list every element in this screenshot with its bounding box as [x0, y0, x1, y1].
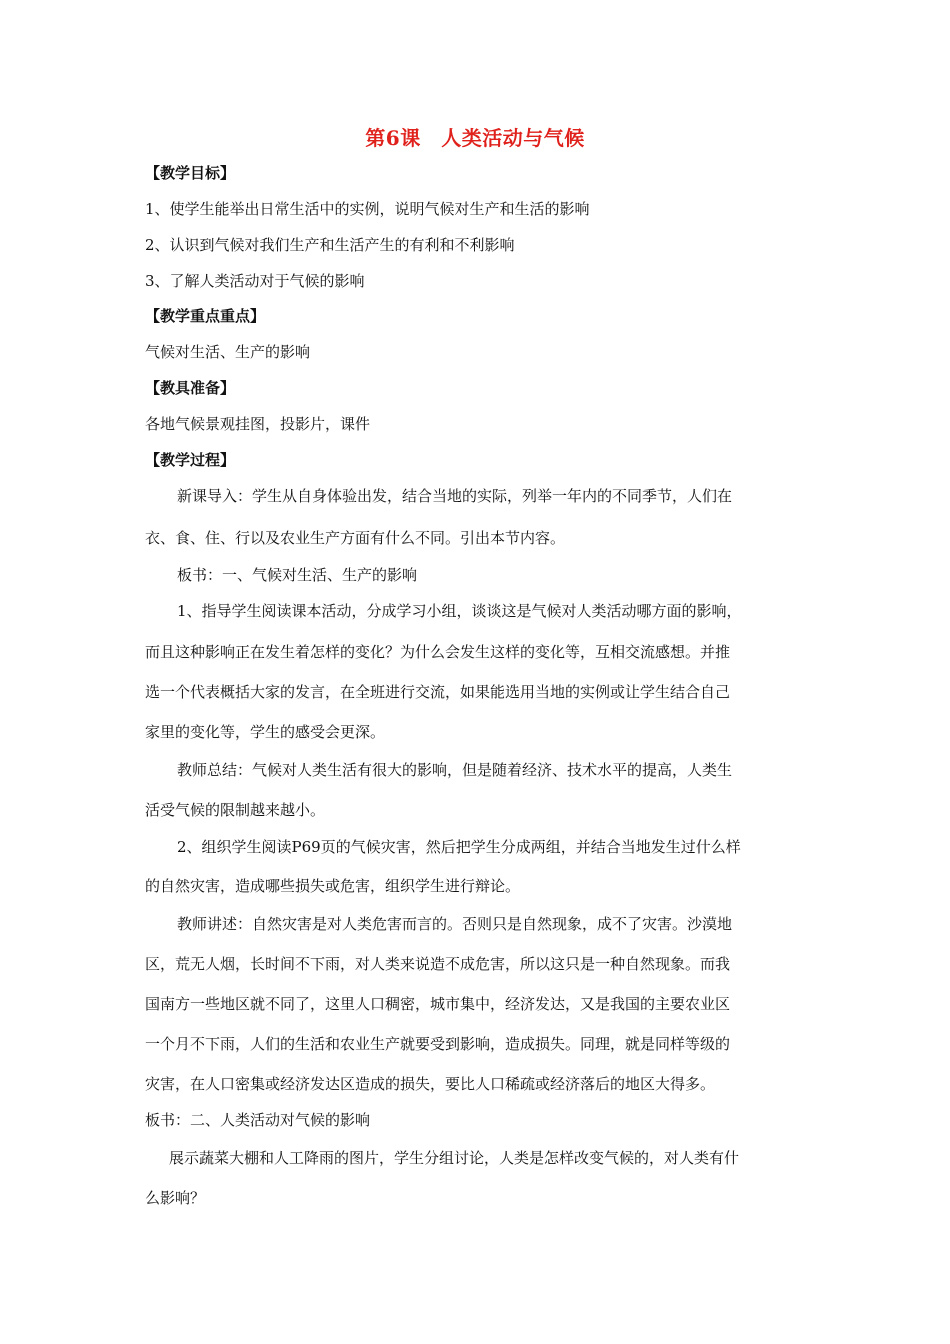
body-line: 么影响？ [145, 1189, 206, 1207]
body-line: 教师总结：气候对人类生活有很大的影响，但是随着经济、技术水平的提高，人类生 [177, 761, 733, 779]
body-line: 灾害，在人口密集或经济发达区造成的损失，要比人口稀疏或经济落后的地区大得多。 [145, 1075, 716, 1093]
goals-heading: 【教学目标】 [145, 164, 236, 182]
body-line: 教师讲述：自然灾害是对人类危害而言的。否则只是自然现象，成不了灾害。沙漠地 [177, 915, 733, 933]
body-line: 1、指导学生阅读课本活动，分成学习小组，谈谈这是气候对人类活动哪方面的影响， [177, 602, 742, 620]
body-line: 区，荒无人烟，长时间不下雨，对人类来说造不成危害，所以这只是一种自然现象。而我 [145, 955, 731, 973]
process-heading: 【教学过程】 [145, 451, 236, 469]
page-title: 第6课 人类活动与气候 [365, 126, 585, 150]
body-line: 家里的变化等，学生的感受会更深。 [145, 723, 386, 741]
tools-heading: 【教具准备】 [145, 379, 236, 397]
body-line: 衣、食、住、行以及农业生产方面有什么不同。引出本节内容。 [145, 529, 566, 547]
body-line: 一个月不下雨，人们的生活和农业生产就要受到影响，造成损失。同理，就是同样等级的 [145, 1035, 731, 1053]
body-line: 板书：二、人类活动对气候的影响 [145, 1111, 371, 1129]
body-line: 而且这种影响正在发生着怎样的变化？为什么会发生这样的变化等，互相交流感想。并推 [145, 643, 731, 661]
body-line: 板书：一、气候对生活、生产的影响 [177, 566, 418, 584]
body-line: 国南方一些地区就不同了，这里人口稠密，城市集中，经济发达，又是我国的主要农业区 [145, 995, 731, 1013]
body-line: 新课导入：学生从自身体验出发，结合当地的实际，列举一年内的不同季节，人们在 [177, 487, 733, 505]
tools-text: 各地气候景观挂图，投影片，课件 [145, 415, 371, 433]
body-line: 2、组织学生阅读P69页的气候灾害，然后把学生分成两组，并结合当地发生过什么样 [177, 838, 741, 856]
goal-item: 3、了解人类活动对于气候的影响 [145, 272, 365, 290]
body-line: 的自然灾害，造成哪些损失或危害，组织学生进行辩论。 [145, 877, 521, 895]
body-line: 展示蔬菜大棚和人工降雨的图片，学生分组讨论，人类是怎样改变气候的，对人类有什 [169, 1149, 740, 1167]
body-line: 活受气候的限制越来越小。 [145, 801, 326, 819]
body-line: 选一个代表概括大家的发言，在全班进行交流，如果能选用当地的实例或让学生结合自己 [145, 683, 731, 701]
key-heading: 【教学重点重点】 [145, 307, 266, 325]
goal-item: 1、使学生能举出日常生活中的实例，说明气候对生产和生活的影响 [145, 200, 590, 218]
key-text: 气候对生活、生产的影响 [145, 343, 311, 361]
goal-item: 2、认识到气候对我们生产和生活产生的有利和不利影响 [145, 236, 515, 254]
